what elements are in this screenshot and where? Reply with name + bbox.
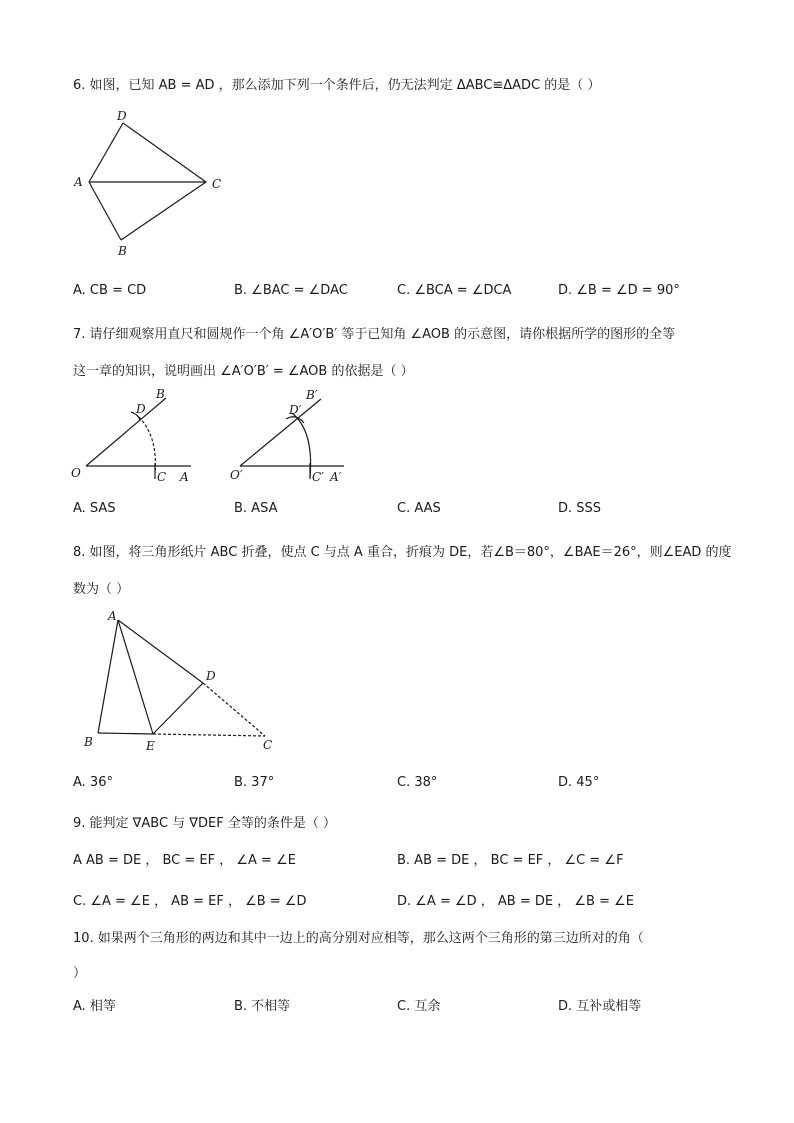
q8-label-d: D: [206, 669, 216, 683]
q8-stem-line1: 8. 如图，将三角形纸片 ABC 折叠，使点 C 与点 A 重合，折痕为 DE，若∠B＝80°，∠BAE＝26°，则∠EAD 的度: [73, 545, 732, 560]
q7-option-d[interactable]: D. SSS: [558, 501, 602, 516]
q6-label-d: D: [117, 109, 127, 123]
q6-edge-dc: [123, 123, 206, 182]
q6-edge-ab: [89, 182, 121, 240]
q8-option-b[interactable]: B. 37°: [234, 775, 275, 790]
q10-option-c[interactable]: C. 互余: [397, 999, 441, 1014]
q7-fig1-label-a: A: [180, 470, 189, 484]
q6-figure: [70, 108, 240, 260]
q7-option-b[interactable]: B. ASA: [234, 501, 278, 516]
q8-edge-ed: [153, 683, 203, 734]
q6-option-d[interactable]: D. ∠B = ∠D = 90°: [558, 283, 680, 298]
q8-option-c[interactable]: C. 38°: [397, 775, 438, 790]
q9-option-c[interactable]: C. ∠A = ∠E ， AB = EF ， ∠B = ∠D: [73, 894, 307, 909]
q6-stem: 6. 如图，已知 AB = AD ，那么添加下列一个条件后，仍无法判定 ΔABC≌ΔADC 的是（ ）: [73, 78, 601, 93]
q6-label-a: A: [74, 175, 83, 189]
q8-label-e: E: [146, 739, 155, 753]
q6-option-a[interactable]: A. CB = CD: [73, 283, 147, 298]
q7-fig1-label-d: D: [136, 402, 146, 416]
q10-option-a[interactable]: A. 相等: [73, 999, 116, 1014]
q7-fig2-label-b: B′: [306, 388, 318, 402]
q7-fig2-label-c: C′: [312, 470, 324, 484]
q7-fig1-label-b: B: [156, 387, 165, 401]
q7-fig1-arc-dashed: [139, 417, 155, 473]
q6-edge-ad: [89, 123, 123, 182]
q7-fig2-arc-solid: [292, 413, 311, 477]
q7-fig1-ray-ob: [86, 398, 166, 466]
q7-fig2-label-o: O′: [230, 468, 243, 482]
q9-option-d[interactable]: D. ∠A = ∠D ， AB = DE ， ∠B = ∠E: [397, 894, 634, 909]
q7-fig1-label-o: O: [71, 466, 81, 480]
q8-option-d[interactable]: D. 45°: [558, 775, 600, 790]
q6-option-b[interactable]: B. ∠BAC = ∠DAC: [234, 283, 348, 298]
q6-option-c[interactable]: C. ∠BCA = ∠DCA: [397, 283, 512, 298]
q7-fig2-ray-ob: [240, 399, 321, 466]
q6-edge-bc: [121, 182, 206, 240]
q8-edge-dc-dashed: [203, 683, 265, 736]
q7-stem-line1: 7. 请仔细观察用直尺和圆规作一个角 ∠A′O′B′ 等于已知角 ∠AOB 的示意图，请你根据所学的图形的全等: [73, 327, 676, 342]
q8-edge-ec-dashed: [153, 734, 265, 736]
q8-edge-ad: [118, 620, 203, 683]
q7-option-a[interactable]: A. SAS: [73, 501, 116, 516]
q6-label-c: C: [212, 177, 222, 191]
q10-option-d[interactable]: D. 互补或相等: [558, 999, 642, 1014]
q9-stem: 9. 能判定 ∇ABC 与 ∇DEF 全等的条件是（ ）: [73, 816, 336, 831]
q7-stem-line2: 这一章的知识，说明画出 ∠A′O′B′ = ∠AOB 的依据是（ ）: [73, 364, 414, 379]
q7-fig2-label-d: D′: [289, 403, 302, 417]
q8-edge-ae: [118, 620, 153, 734]
q8-label-c: C: [263, 738, 273, 752]
q8-option-a[interactable]: A. 36°: [73, 775, 113, 790]
q7-option-c[interactable]: C. AAS: [397, 501, 441, 516]
q10-stem-line2: ）: [73, 966, 87, 981]
q9-option-a[interactable]: A AB = DE ， BC = EF ， ∠A = ∠E: [73, 853, 296, 868]
q8-label-a: A: [108, 609, 117, 623]
q7-figure-1: [66, 385, 206, 485]
q7-figure-2: [226, 385, 366, 485]
q8-edge-ab: [98, 620, 118, 733]
q8-figure: [80, 606, 280, 754]
q7-fig1-label-c: C: [157, 470, 167, 484]
q7-fig2-label-a: A′: [330, 470, 342, 484]
q8-edge-be: [98, 733, 153, 734]
q10-option-b[interactable]: B. 不相等: [234, 999, 291, 1014]
q8-label-b: B: [84, 735, 93, 749]
q9-option-b[interactable]: B. AB = DE ， BC = EF ， ∠C = ∠F: [397, 853, 624, 868]
q8-stem-line2: 数为（ ）: [73, 582, 130, 597]
q10-stem-line1: 10. 如果两个三角形的两边和其中一边上的高分别对应相等，那么这两个三角形的第三边所对的角（: [73, 931, 644, 946]
q6-label-b: B: [118, 244, 127, 258]
